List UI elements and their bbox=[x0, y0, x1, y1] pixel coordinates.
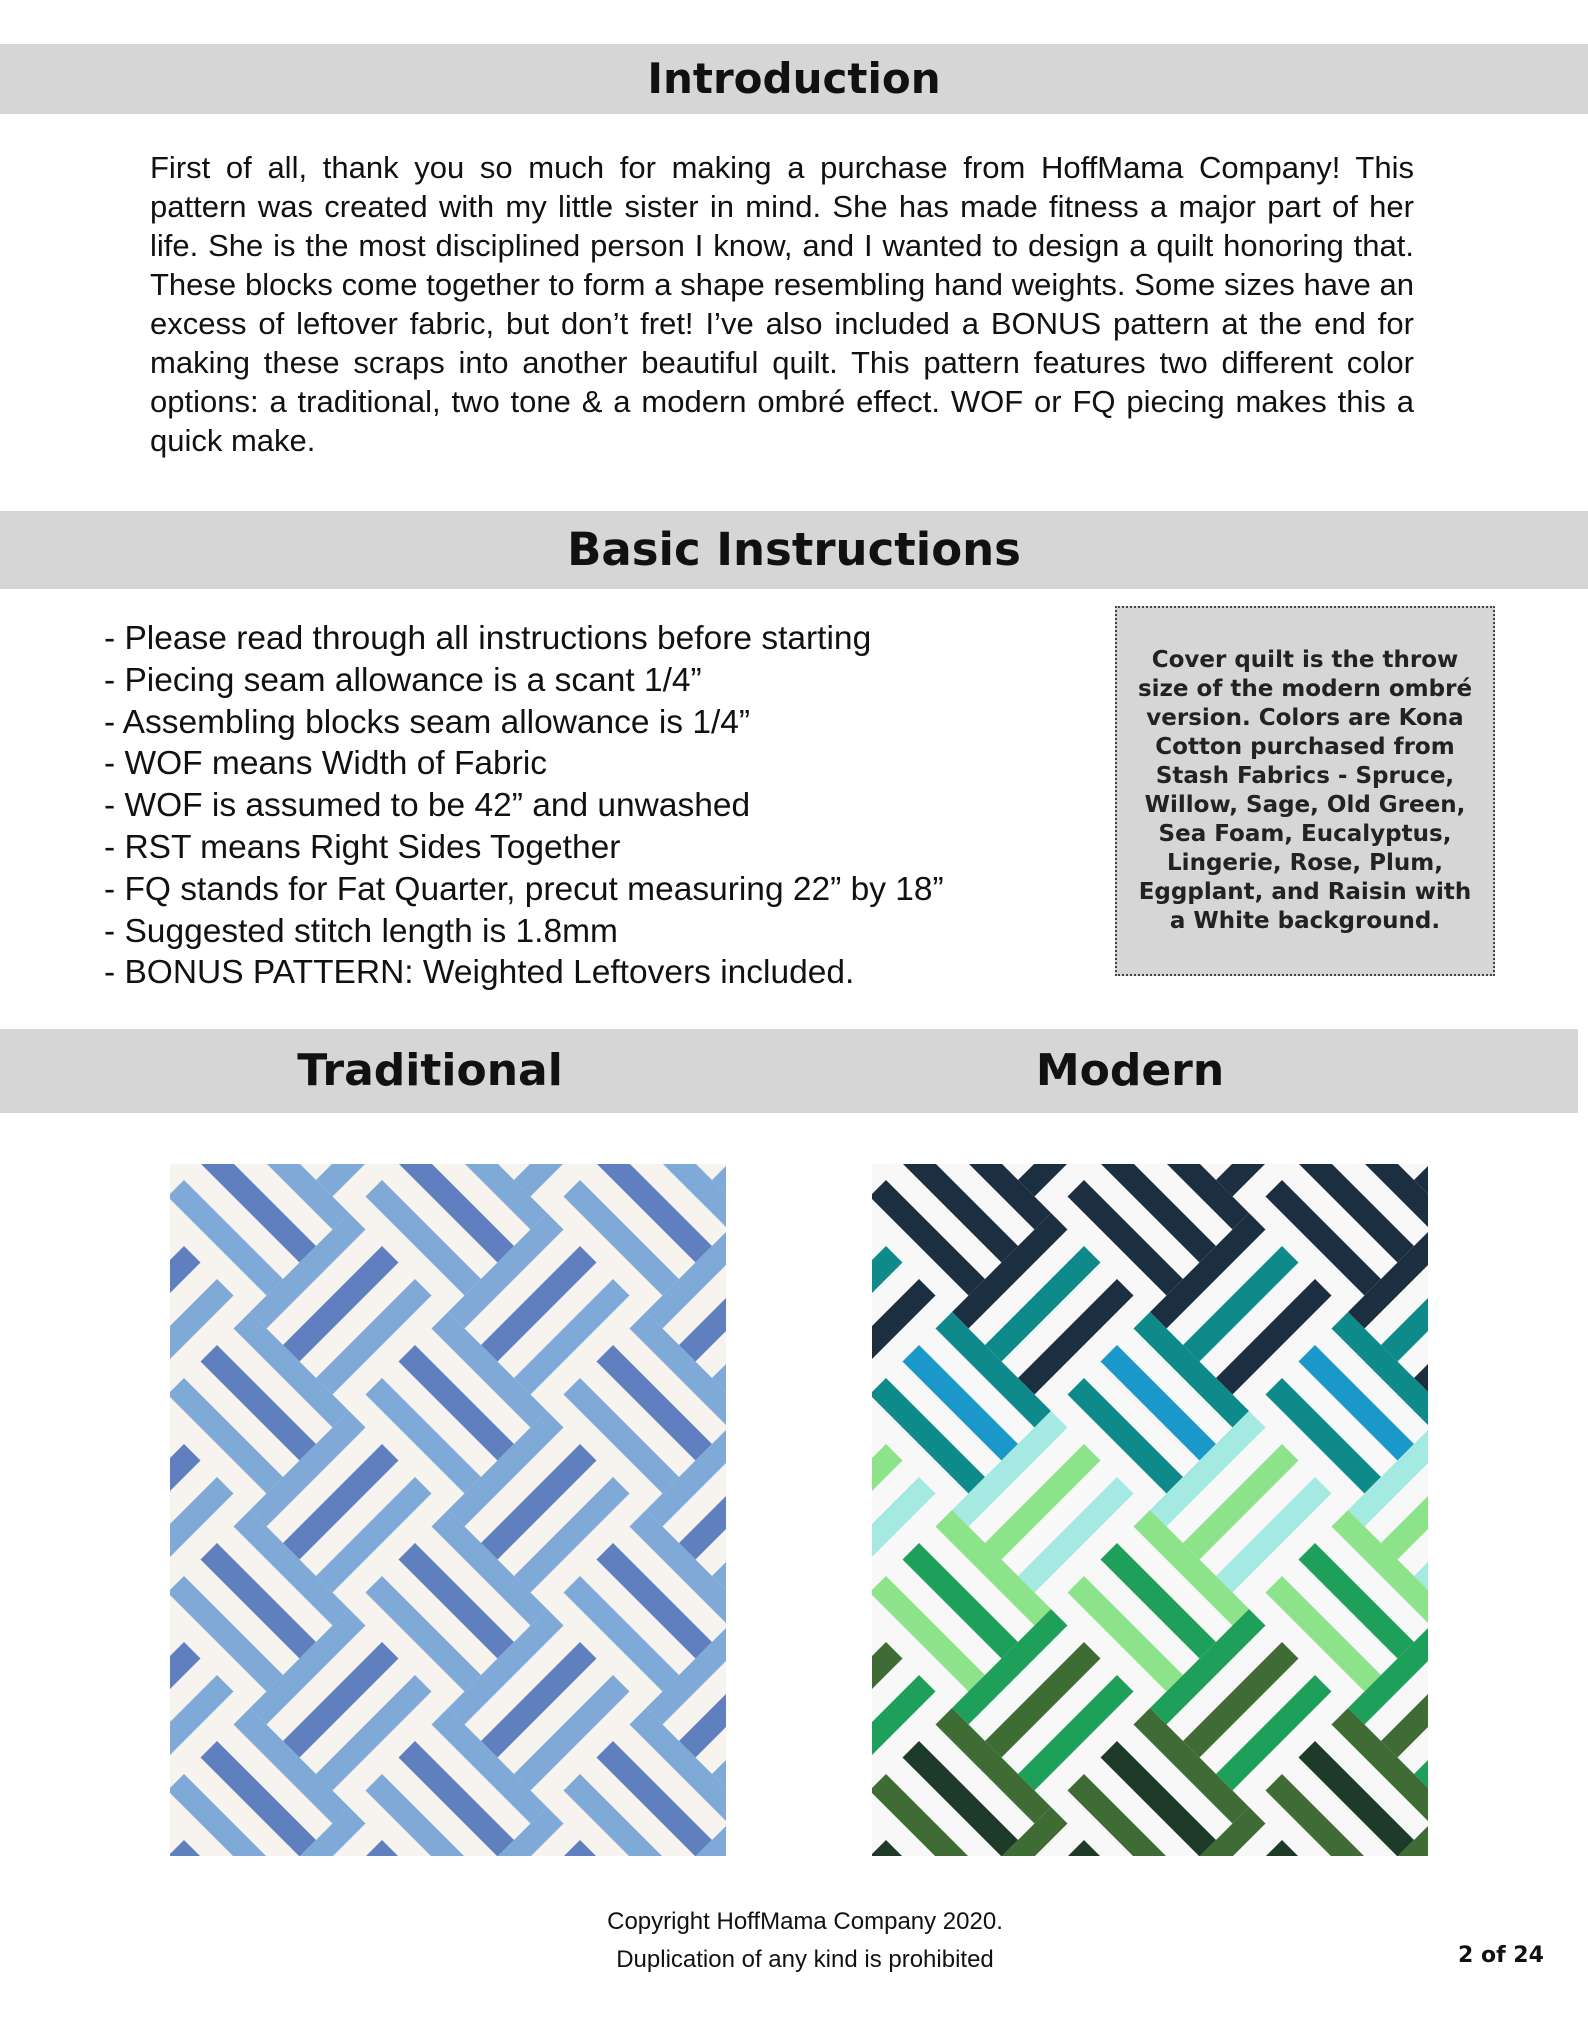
instruction-item: - WOF is assumed to be 42” and unwashed bbox=[104, 787, 751, 825]
basic-instructions-header bbox=[0, 511, 1588, 589]
traditional-quilt-image bbox=[170, 1164, 726, 1856]
instruction-item: - Please read through all instructions before starting bbox=[104, 620, 872, 657]
traditional-title: Traditional bbox=[297, 1045, 563, 1096]
introduction-header bbox=[0, 44, 1588, 114]
instruction-item: - Piecing seam allowance is a scant 1/4” bbox=[104, 661, 702, 699]
copyright-line-1: Copyright HoffMama Company 2020. bbox=[607, 1908, 1003, 1935]
copyright bbox=[0, 1903, 1588, 1979]
instruction-item: - BONUS PATTERN: Weighted Leftovers included. bbox=[104, 954, 855, 992]
page-number: 2 of 24 bbox=[1458, 1943, 1544, 1968]
modern-quilt-image bbox=[872, 1164, 1428, 1856]
versions-header bbox=[0, 1029, 1578, 1113]
quilt-blocks bbox=[170, 1164, 726, 1856]
basic-instructions-title: Basic Instructions bbox=[567, 523, 1021, 576]
copyright-line-2: Duplication of any kind is prohibited bbox=[616, 1946, 994, 1973]
introduction-title: Introduction bbox=[647, 54, 941, 103]
introduction-text: First of all, thank you so much for making a purchase from HoffMama Company! This pattern was created with my little sister in mind. She has made fitness a major part of her life. She is the most disciplined person I know, and I wanted to design a quilt honoring that. These blocks come together to form a shape resembling hand weights. Some sizes have an excess of leftover fabric, but don’t fret! I’ve also included a BONUS pattern at the end for making these scraps into another beautiful quilt. This pattern features two different color options: a traditional, two tone & a modern ombré effect. WOF or FQ piecing makes this a quick make. bbox=[150, 150, 1414, 458]
modern-title: Modern bbox=[1035, 1045, 1225, 1096]
cover-quilt-note-text: Cover quilt is the throw size of the modern ombré version. Colors are Kona Cotton purchased from Stash Fabrics - Spruce, Willow, Sage, Old Green, Sea Foam, Eucalyptus, Lingerie, Rose, Plum, Eggplant, and Raisin with a White background. bbox=[1137, 647, 1473, 934]
instruction-item: - Assembling blocks seam allowance is 1/4” bbox=[104, 703, 751, 741]
instructions-list bbox=[104, 618, 1104, 994]
instruction-item: - WOF means Width of Fabric bbox=[104, 745, 548, 783]
instruction-item: - FQ stands for Fat Quarter, precut measuring 22” by 18” bbox=[104, 870, 944, 908]
quilt-blocks bbox=[872, 1164, 1428, 1856]
instruction-item: - RST means Right Sides Together bbox=[104, 828, 621, 866]
cover-quilt-note bbox=[1115, 606, 1495, 976]
instruction-item: - Suggested stitch length is 1.8mm bbox=[104, 912, 618, 950]
